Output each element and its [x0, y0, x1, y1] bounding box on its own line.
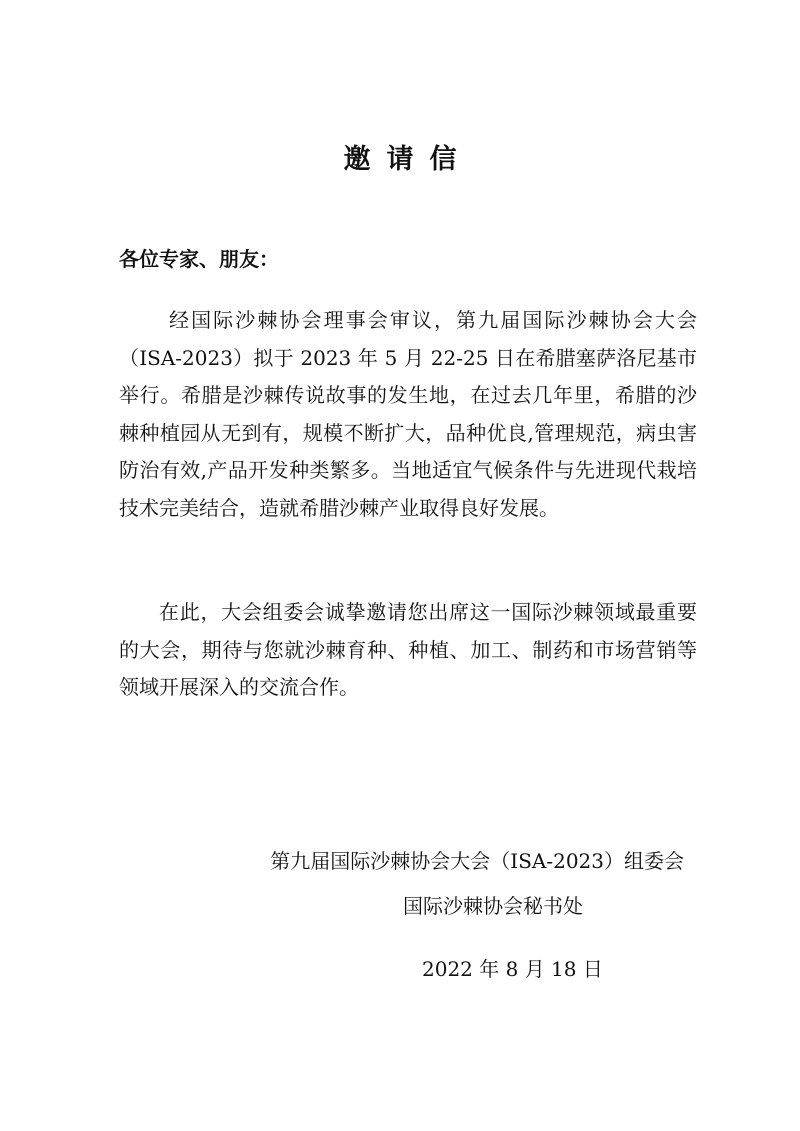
body-paragraph-1: 经国际沙棘协会理事会审议，第九届国际沙棘协会大会（ISA-2023）拟于 2023 年 5 月 22-25 日在希腊塞萨洛尼基市举行。希腊是沙棘传说故事的发生地，在过去几年里，希腊的沙棘种植园从无到有，规模不断扩大，品种优良,管理规范，病虫害防治有效,产品开发种类繁多。当地适宜气候条件与先进现代栽培技术完美结合，造就希腊沙棘产业取得良好发展。	[119, 308, 697, 520]
salutation: 各位专家、朋友：	[119, 247, 279, 271]
signature-secretariat: 国际沙棘协会秘书处	[403, 894, 583, 918]
signature-committee: 第九届国际沙棘协会大会（ISA-2023）组委会	[270, 849, 684, 873]
page-title: 邀请信	[343, 144, 473, 175]
body-paragraph-2: 在此，大会组委会诚挚邀请您出席这一国际沙棘领域最重要的大会，期待与您就沙棘育种、种植、加工、制药和市场营销等领域开展深入的交流合作。	[119, 600, 697, 699]
signature-date: 2022 年 8 月 18 日	[422, 957, 603, 981]
